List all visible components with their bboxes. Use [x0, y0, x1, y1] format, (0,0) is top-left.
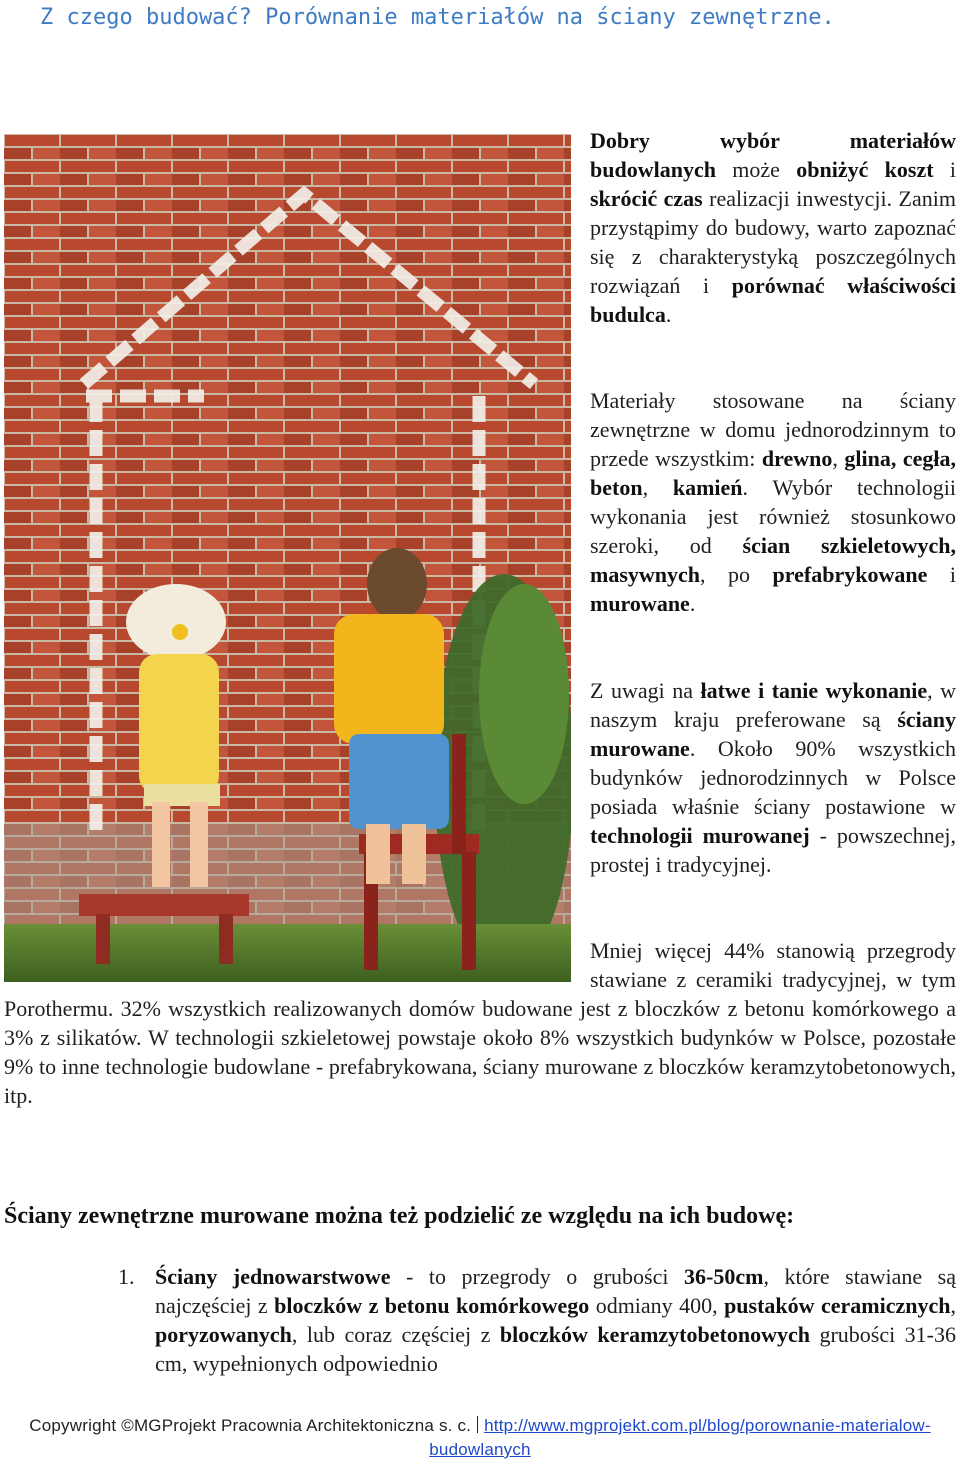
text-run: , — [832, 446, 845, 471]
statistics-block — [4, 936, 956, 1110]
bold-run: drewno — [761, 446, 833, 471]
text-run: i — [933, 157, 956, 182]
text-run: Mniej więcej 44% stanowią przegrody stawiane z ceramiki tradycyjnej, w tym Porothermu. 32% wszystkich realizowanych domów budowane jest z bloczków z betonu komórkowego a 3% z silikatów. W technologii szkieletowej powstaje około 8% wszystkich budynków w Polsce, pozostałe 9% to inne technologie budowlane - prefabrykowana, ściany murowane z bloczków keramzytobetonowych, itp. — [4, 938, 956, 1108]
list-number: 1. — [118, 1264, 135, 1289]
text-run: . Wybór technologii wykonania jest również stosunkowo szeroki, od — [590, 475, 956, 558]
bold-run: 36-50cm — [684, 1264, 764, 1289]
text-run: , które stawiane są najczęściej z — [155, 1264, 956, 1318]
text-run: grubości 31-36 cm, wypełnionych odpowiednio — [155, 1322, 956, 1376]
text-run: . — [665, 302, 672, 327]
text-run: . Około 90% wszystkich budynków jednorodzinnych w Polsce posiada właśnie ściany postawione w — [590, 736, 956, 819]
text-run: , lub coraz częściej z — [291, 1322, 500, 1347]
text-run: , w naszym kraju preferowane są — [590, 678, 956, 732]
page-title: Z czego budować? Porównanie materiałów na ściany zewnętrzne. — [40, 5, 835, 30]
intro-paragraph — [590, 126, 956, 329]
text-run: , — [950, 1293, 956, 1318]
bold-run: Dobry wybór materiałów budowlanych — [590, 128, 956, 182]
bold-run: bloczków keramzytobetonowych — [499, 1322, 810, 1347]
bold-run: poryzowanych — [155, 1322, 292, 1347]
image-wrap-spacer — [4, 936, 590, 994]
text-run: realizacji inwestycji. Zanim przystąpimy do budowy, warto zapoznać się z charakterystyką poszczególnych rozwiązań i — [590, 186, 956, 298]
text-run: może — [715, 157, 797, 182]
bold-run: bloczków z betonu komórkowego — [274, 1293, 590, 1318]
text-run: - powszechnej, prostej i tradycyjnej. — [590, 823, 956, 877]
page-footer — [0, 1414, 960, 1462]
bold-run: glina, cegła, beton — [590, 446, 956, 500]
bold-run: łatwe i tanie wykonanie — [700, 678, 928, 703]
text-run: - to przegrody o grubości — [390, 1264, 685, 1289]
section-heading: Ściany zewnętrzne murowane można też podzielić ze względu na ich budowę: — [4, 1203, 795, 1229]
text-run: odmiany 400, — [589, 1293, 725, 1318]
text-run: . — [689, 591, 696, 616]
article-link[interactable]: http://www.mgprojekt.com.pl/blog/porownanie-materialow-budowlanych — [429, 1416, 931, 1459]
bold-run: ścian szkieletowych, masywnych — [590, 533, 957, 587]
materials-paragraph — [590, 386, 956, 618]
footer-separator — [477, 1416, 478, 1433]
bold-run: obniżyć koszt — [796, 157, 934, 182]
text-run: Z uwagi na — [590, 678, 701, 703]
text-run: Materiały stosowane na ściany zewnętrzne w domu jednorodzinnym to przede wszystkim: — [590, 388, 956, 471]
bold-run: porównać właściwości budulca — [590, 273, 957, 327]
copyright-text: Copywright ©MGProjekt Pracownia Architektoniczna s. c. — [29, 1416, 472, 1435]
text-run: , po — [700, 562, 773, 587]
children-brick-wall-photo — [4, 134, 571, 982]
bold-run: kamień — [672, 475, 743, 500]
list-item-single-layer-walls — [155, 1262, 956, 1378]
text-run: , — [642, 475, 673, 500]
bold-run: ściany murowane — [590, 707, 956, 761]
masonry-paragraph — [590, 676, 956, 879]
bold-run: pustaków ceramicznych — [724, 1293, 951, 1318]
bold-run: Ściany jednowarstwowe — [155, 1264, 391, 1289]
bold-run: prefabrykowane — [772, 562, 928, 587]
text-run: i — [927, 562, 956, 587]
bold-run: technologii murowanej — [590, 823, 810, 848]
bold-run: murowane — [590, 591, 690, 616]
bold-run: skrócić czas — [590, 186, 703, 211]
